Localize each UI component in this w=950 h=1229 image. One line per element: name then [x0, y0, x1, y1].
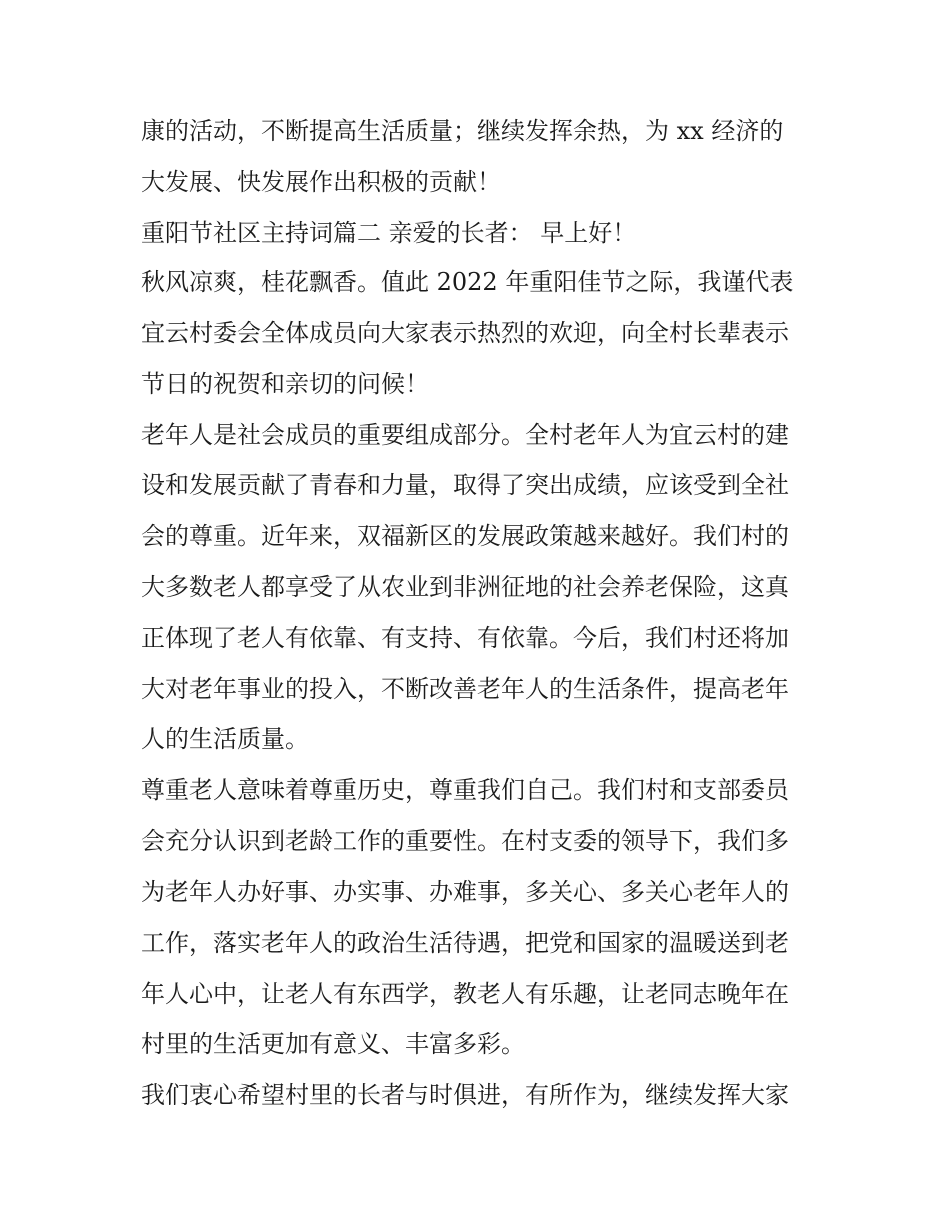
- text-line: 大多数老人都享受了从农业到非洲征地的社会养老保险，这真: [141, 573, 789, 601]
- text-line: 会充分认识到老龄工作的重要性。在村支委的领导下，我们多: [141, 827, 789, 855]
- text-line: 老年人是社会成员的重要组成部分。全村老年人为宜云村的建: [141, 421, 789, 449]
- text-line: 康的活动，不断提高生活质量；继续发挥余热，为 xx 经济的: [141, 117, 784, 145]
- text-line: 正体现了老人有依靠、有支持、有依靠。今后，我们村还将加: [141, 624, 789, 652]
- text-line: 尊重老人意味着尊重历史，尊重我们自己。我们村和支部委员: [141, 776, 789, 804]
- text-line: 村里的生活更加有意义、丰富多彩。: [141, 1030, 525, 1058]
- text-line: 工作，落实老年人的政治生活待遇，把党和国家的温暖送到老: [141, 929, 789, 957]
- text-line: 重阳节社区主持词篇二 亲爱的长者： 早上好！: [141, 219, 637, 247]
- text-line: 宜云村委会全体成员向大家表示热烈的欢迎，向全村长辈表示: [141, 319, 789, 347]
- text-line: 大发展、快发展作出积极的贡献！: [141, 168, 501, 196]
- text-line: 为老年人办好事、办实事、办难事，多关心、多关心老年人的: [141, 878, 789, 906]
- text-line: 大对老年事业的投入，不断改善老年人的生活条件，提高老年: [141, 675, 789, 703]
- text-line: 人的生活质量。: [141, 725, 309, 753]
- text-line: 会的尊重。近年来，双福新区的发展政策越来越好。我们村的: [141, 522, 789, 550]
- text-line: 秋风凉爽，桂花飘香。值此 2022 年重阳佳节之际，我谨代表: [141, 268, 794, 296]
- text-line: 设和发展贡献了青春和力量，取得了突出成绩，应该受到全社: [141, 471, 789, 499]
- text-line: 我们衷心希望村里的长者与时俱进，有所作为，继续发挥大家: [141, 1081, 789, 1109]
- text-line: 年人心中，让老人有东西学，教老人有乐趣，让老同志晚年在: [141, 980, 789, 1008]
- text-line: 节日的祝贺和亲切的问候！: [141, 370, 429, 398]
